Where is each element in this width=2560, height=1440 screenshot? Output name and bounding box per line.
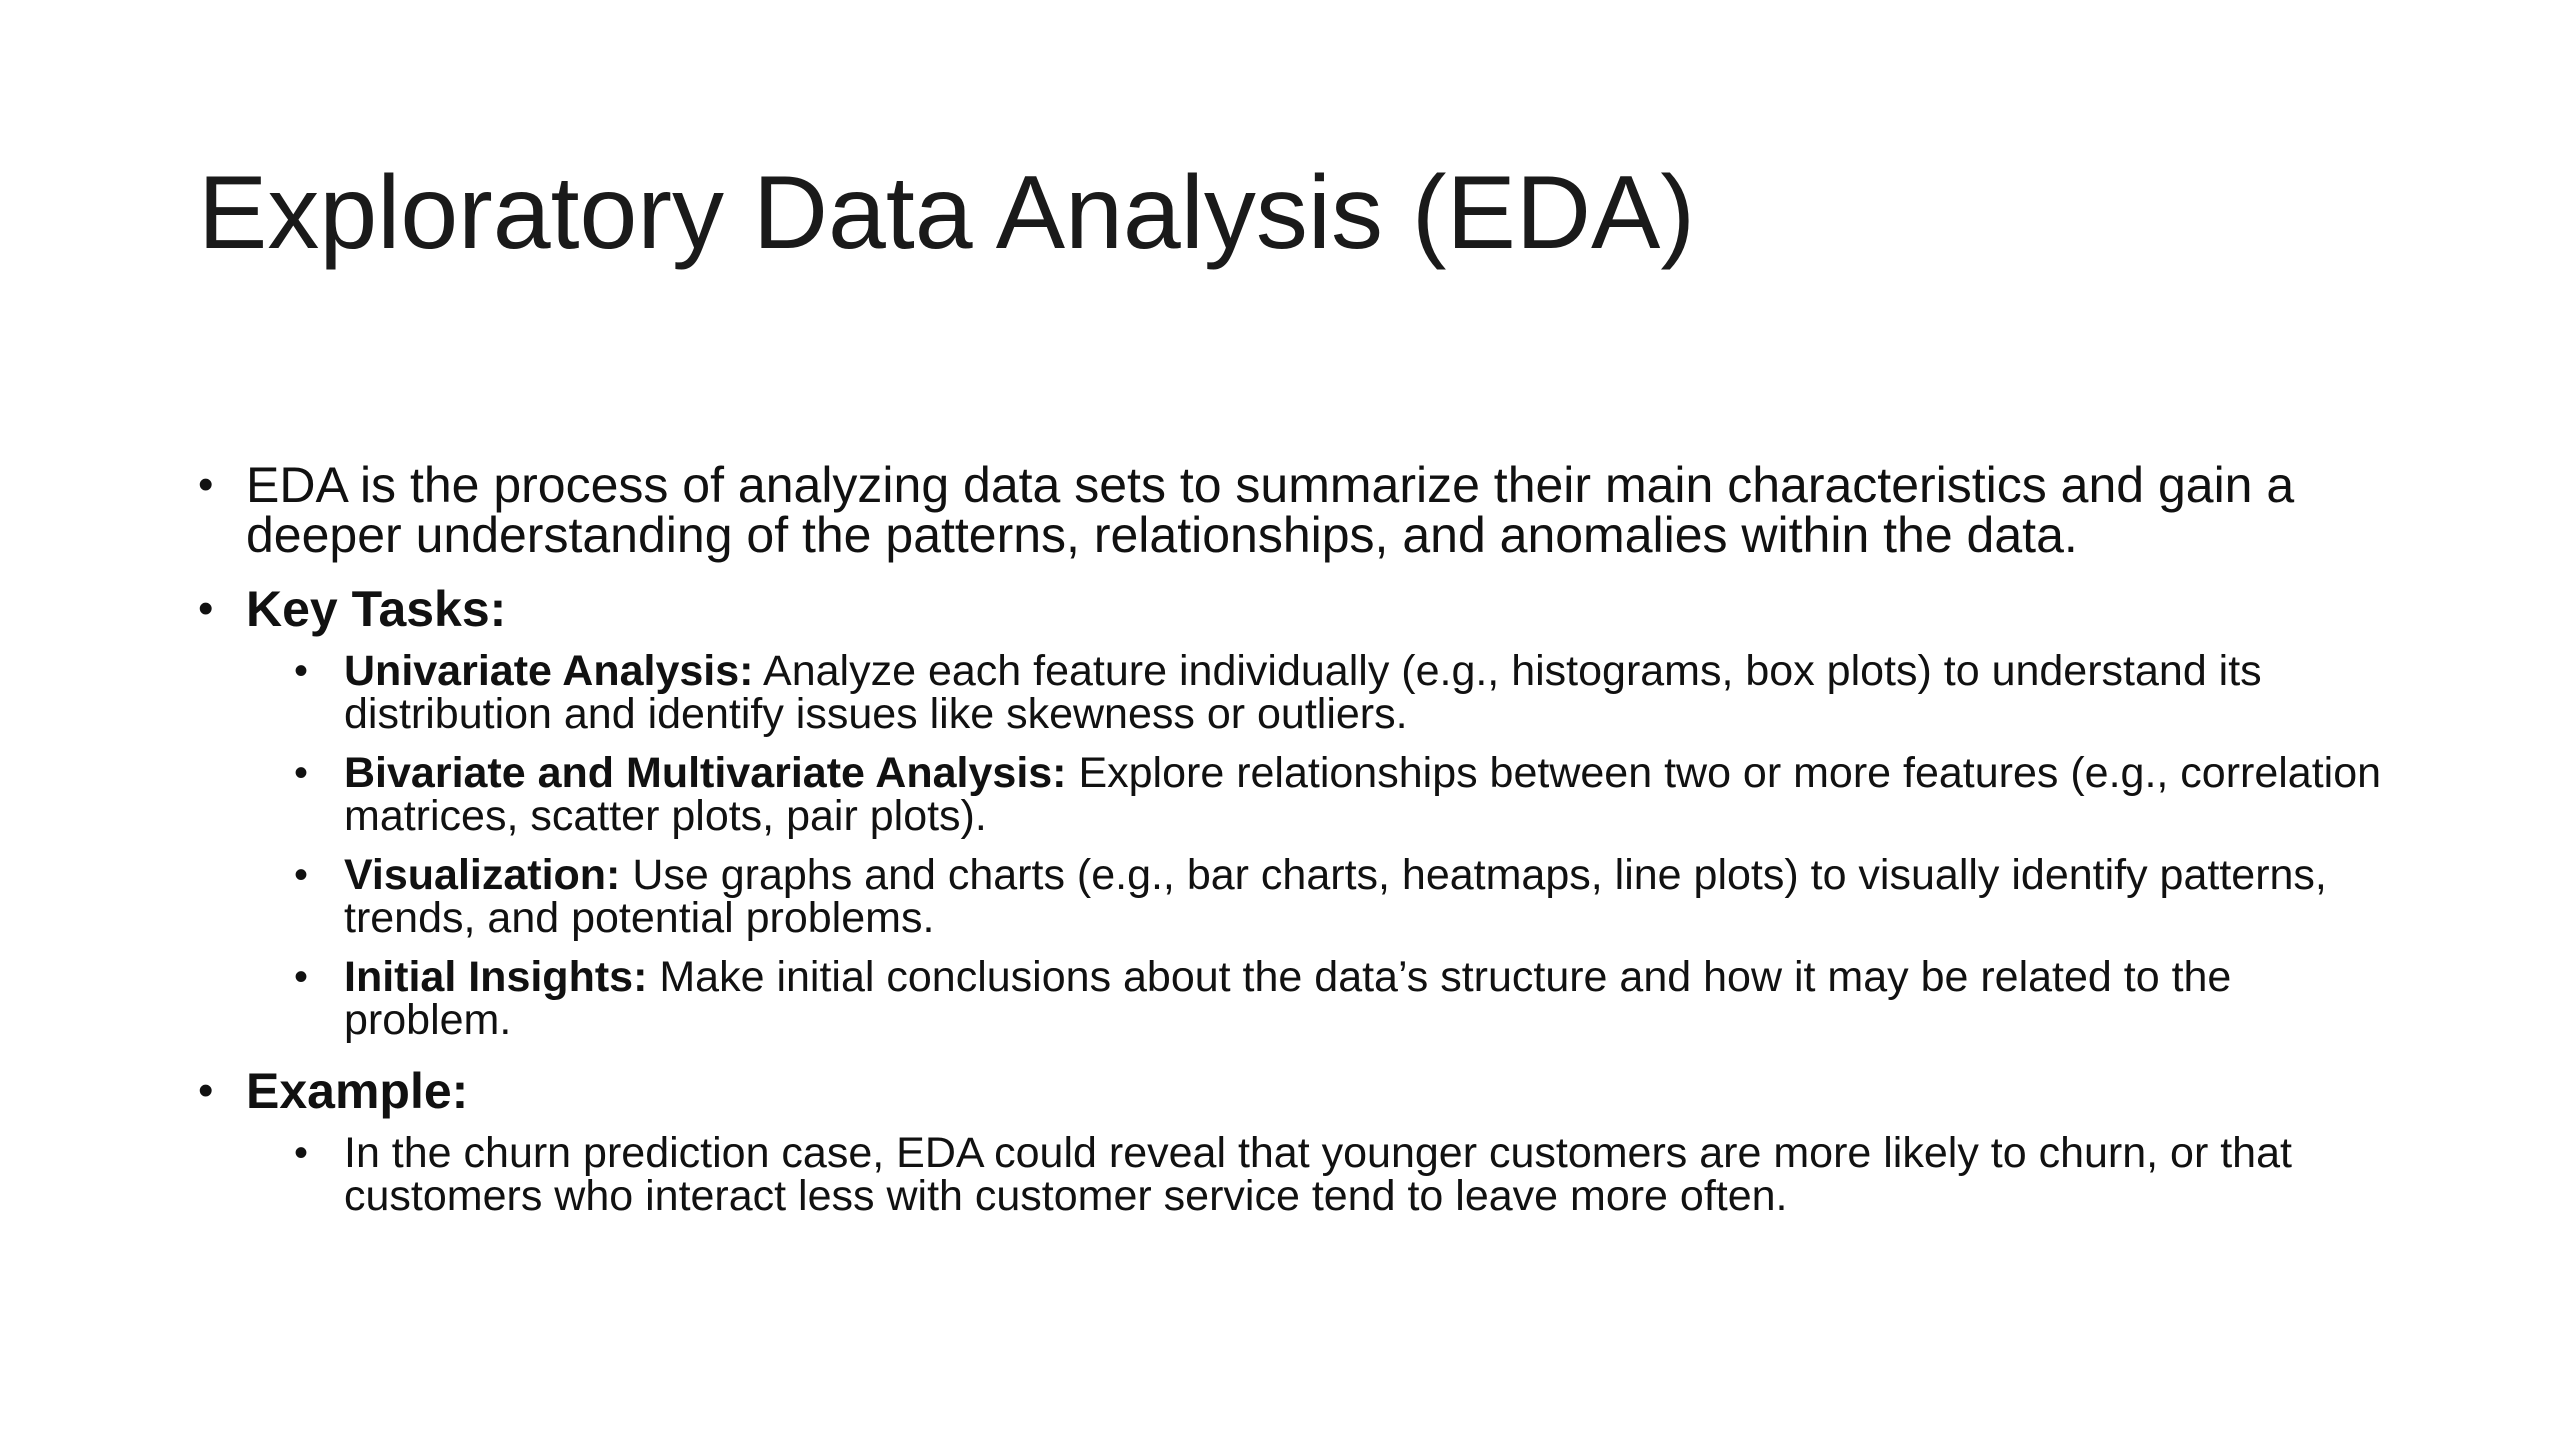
sub-bullet-icon: • [294,751,309,795]
sub-bullet-item [294,749,2398,840]
sub-bullet-icon: • [294,853,309,897]
bullet-icon: • [198,1066,214,1115]
sub-bullet-text: Use graphs and charts (e.g., bar charts, heatmaps, line plots) to visually identify patterns, trends, and potential problems. [344,851,2327,942]
sub-bullet-item [294,851,2398,942]
sub-bullet-term: Visualization: [344,851,621,899]
sub-bullet-list [294,1129,2398,1220]
bullet-icon: • [198,584,214,633]
sub-bullet-text: Explore relationships between two or more features (e.g., correlation matrices, scatter plots, pair plots). [344,749,2382,840]
bullet-eda-definition [198,457,2398,563]
sub-bullet-term: Bivariate and Multivariate Analysis: [344,749,1067,797]
sub-bullet-item [294,647,2398,738]
sub-bullet-list [294,647,2398,1044]
bullet-list [198,457,2398,1220]
sub-bullet-item [294,953,2398,1044]
sub-bullet-text: In the churn prediction case, EDA could reveal that younger customers are more likely to churn, or that customers who interact less with customer service tend to leave more often. [344,1129,2292,1220]
sub-bullet-term: Initial Insights: [344,953,648,1001]
bullet-heading: Example: [246,1063,469,1119]
bullet-example [198,1063,2398,1220]
bullet-key-tasks [198,581,2398,1044]
bullet-icon: • [198,460,214,509]
sub-bullet-text: Analyze each feature individually (e.g., histograms, box plots) to understand its distribution and identify issues like skewness or outliers. [344,647,2262,738]
sub-bullet-icon: • [294,955,309,999]
slide-body [198,457,2398,1242]
sub-bullet-item [294,1129,2398,1220]
bullet-text: EDA is the process of analyzing data sets to summarize their main characteristics and gain a deeper understanding of the patterns, relationships, and anomalies within the data. [246,457,2295,563]
bullet-heading: Key Tasks: [246,581,507,637]
sub-bullet-text: Make initial conclusions about the data’s structure and how it may be related to the problem. [344,953,2232,1044]
sub-bullet-icon: • [294,649,309,693]
slide-title: Exploratory Data Analysis (EDA) [198,155,1695,271]
sub-bullet-term: Univariate Analysis: [344,647,754,695]
sub-bullet-icon: • [294,1131,309,1175]
